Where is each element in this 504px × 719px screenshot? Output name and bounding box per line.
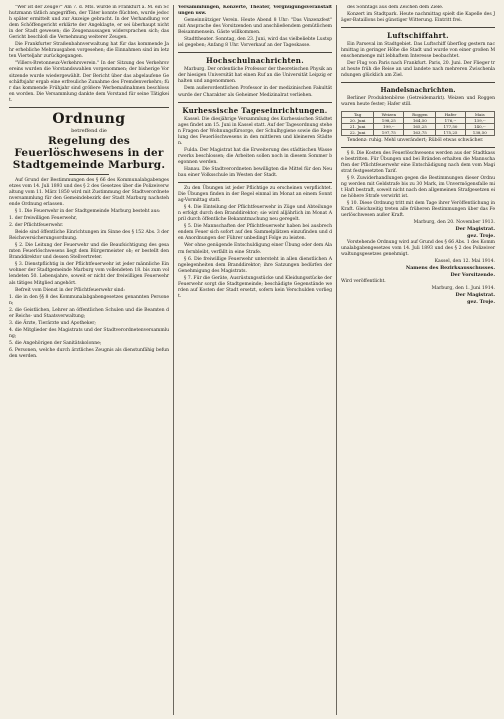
ordinance-paragraph: Befreit vom Dienst in der Pflichtfeuerwehr sind: <box>15 287 125 293</box>
signature-authority: Der Magistrat. <box>455 292 495 299</box>
table-cell: 140,-- <box>465 123 494 129</box>
ordinance-paragraph: § 8. Die Kosten des Feuerlöschwesens werden aus der Stadtkasse bestritten. Für Übungen und bei Bränden erhalten die Mannschaften der Pflichtfeuerwehr eine Entschädigung nach dem vom Magistrat festgesetzten Tarif. <box>341 150 495 174</box>
signature-authority: Der Magistrat. <box>455 226 495 233</box>
ordinance-paragraph: § 10. Diese Ordnung tritt mit dem Tage ihrer Veröffentlichung in Kraft. Gleichzeitig treten alle früheren Bestimmungen über das Feuerlöschwesen außer Kraft. <box>341 200 495 219</box>
news-paragraph: Fulda. Der Magistrat hat die Erweiterung des städtischen Wasserwerks beschlossen; die Arbeiten sollen noch in diesem Sommer begonnen werden. <box>178 147 333 165</box>
divider <box>178 102 332 103</box>
column-left <box>5 5 173 715</box>
price-table <box>341 111 495 136</box>
column-middle <box>173 5 337 715</box>
divider <box>9 107 169 108</box>
news-paragraph: Marburg. Der ordentliche Professor der theoretischen Physik an der hiesigen Universität hat einen Ruf an die Universität Leipzig erhalten und angenommen. <box>178 67 333 85</box>
approval-paragraph: Vorstehende Ordnung wird auf Grund des § 66 Abs. 1 des Kommunalabgabengesetzes vom 14. Juli 1893 und des § 2 des Polizeiverwaltungsgesetzes genehmigt. <box>341 240 495 258</box>
signature-name: Der Vorsitzende. <box>450 272 495 279</box>
price-table-header: Tag <box>342 111 374 117</box>
table-row <box>342 129 495 135</box>
signature-name: gez. Troje. <box>467 299 495 306</box>
table-cell: 22. Juni <box>342 129 374 135</box>
news-paragraph: Gemeinnütziger Verein. Heute Abend 8 Uhr: "Das Vinzenzfest" mit Ansprache des Vorsitzenden und anschließendem gemütlichem Beisammensein. Gäste willkommen. <box>178 18 332 36</box>
table-cell: 197,75 <box>374 129 404 135</box>
news-paragraph: Konzert im Stadtpark. Heute nachmittag spielt die Kapelle des Jäger-Bataillons bei günstiger Witterung. Eintritt frei. <box>341 12 495 24</box>
ordinance-date: Marburg, den 20. November 1913. <box>413 220 495 226</box>
table-cell: 21. Juni <box>342 123 374 129</box>
price-table-header: Roggen <box>404 111 436 117</box>
section-heading-aviation: Luftschiffahrt. <box>387 31 449 41</box>
publication-date: Marburg, den 1. Juni 1914. <box>431 286 495 292</box>
table-cell: 139,-- <box>465 117 494 123</box>
ordinance-item: 5. die Angehörigen der Sanitätskolonne; <box>9 340 102 346</box>
ordinance-paragraph: § 6. Die freiwillige Feuerwehr untersteht in allen dienstlichen Angelegenheiten dem Branddirektor; ihre Satzungen bedürfen der Genehmigung des Magistrats. <box>178 256 332 274</box>
ordinance-paragraph: § 5. Die Mannschaften der Pflichtfeuerwehr haben bei ausbrechendem Feuer sich sofort auf den Sammelplätzen einzufinden und den Anordnungen der Führer unbedingt Folge zu leisten. <box>178 224 332 242</box>
ordinance-paragraph: Wer ohne genügende Entschuldigung einer Übung oder dem Alarm fernbleibt, verfällt in eine Strafe. <box>178 243 332 255</box>
market-note: Tendenz: ruhig. Mehl unverändert; Rüböl etwas schwächer. <box>347 137 484 143</box>
ordinance-paragraph: Zu den Übungen ist jeder Pflichtige zu erscheinen verpflichtet. Die Übungen finden in der Regel einmal im Monat an einem Sonntag-Vormittag statt. <box>178 186 332 204</box>
table-cell: 176,-- <box>436 117 465 123</box>
news-paragraph: Die Frankfurter Straßenbahnverwaltung hat für das kommende Jahr erhebliche Mehrausgaben vorgesehen; die Einnahmen sind im letzten Vierteljahr zurückgegangen. <box>9 42 169 60</box>
signature-authority: Namens des Bezirksausschusses. <box>405 265 495 272</box>
ordinance-paragraph: § 4. Die Einteilung der Pflichtfeuerwehr in Züge und Abteilungen erfolgt durch den Branddirektor; sie wird alljährlich im Monat April durch öffentliche Bekanntmachung neu geregelt. <box>178 205 332 223</box>
divider <box>341 147 495 148</box>
table-cell: 177,50 <box>436 123 465 129</box>
price-table-header: Mais <box>465 111 494 117</box>
ordinance-paragraph: § 3. Dienstpflichtig in der Pflichtfeuerwehr ist jeder männliche Einwohner der Stadtgemeinde Marburg vom vollendeten 18. bis zum vollendeten 50. Lebensjahre, soweit er nicht der freiwilligen Feuerwehr als tätiges Mitglied angehört. <box>9 262 169 286</box>
price-table-header: Weizen <box>374 111 404 117</box>
ordinance-paragraph: § 7. Für die Geräte, Ausrüstungsstücke und Kleidungsstücke der Feuerwehr sorgt die Stadtgemeinde; beschädigte Gegenstände werden auf Kosten der Stadt ersetzt, sofern kein Verschulden vorliegt. <box>178 275 332 299</box>
ordinance-item: 2. der Pflichtfeuerwehr. <box>9 223 64 229</box>
section-heading-regional: Kurhessische Tageseinrichtungen. <box>182 105 328 115</box>
news-paragraph: des Sonntags aus dem Zeichen dem Ziele. <box>347 5 444 10</box>
section-heading-university: Hochschulnachrichten. <box>206 56 304 66</box>
table-cell: 199,-- <box>374 123 404 129</box>
table-cell: 165,25 <box>404 123 436 129</box>
table-cell: 164,50 <box>404 117 436 123</box>
divider <box>341 82 495 83</box>
table-cell: 138,50 <box>465 129 494 135</box>
ordinance-item: 1. der freiwilligen Feuerwehr, <box>9 216 77 222</box>
column-right <box>337 5 499 715</box>
news-paragraph: Hanau. Die Stadtverordneten bewilligten die Mittel für den Neubau einer Volksschule im Westen der Stadt. <box>178 166 332 178</box>
ordinance-item: 4. die Mitglieder des Magistrats und der Stadtverordnetenversammlung; <box>9 327 169 339</box>
column-layout <box>5 5 499 715</box>
divider <box>341 27 495 28</box>
ordinance-item: 1. die in den §§ 8 des Kommunalabgabengesetzes genannten Personen; <box>9 294 169 306</box>
news-paragraph: "Villers-Bretonneux-Verkehrsverein." In der Sitzung des Verkehrsvereins wurden die Vorstandswahlen vorgenommen; der bisherige Vorsitzende wurde wiedergewählt. Der Bericht über das abgelaufene Geschäftsjahr ergab eine erfreuliche Zunahme des Fremdenverkehrs; für das kommende Frühjahr sind größere Werbemaßnahmen beschlossen worden. Die Versammlung dankte dem Vorstand für seine Tätigkeit. <box>9 61 169 103</box>
news-paragraph: Der Flug von Paris nach Frankfurt. Paris, 20. Juni. Der Flieger trat heute früh die Reise an und landete nach mehreren Zwischenlandungen glücklich am Ziel. <box>341 61 495 79</box>
signature-name: gez. Troje. <box>467 233 495 240</box>
ordinance-item: 6. Personen, welche durch ärztliches Zeugnis als dienstunfähig befunden werden. <box>9 347 169 360</box>
ordinance-item: 3. die Ärzte, Tierärzte und Apotheker; <box>9 320 96 326</box>
news-heading: Versammlungen, Konzerte, Theater, Vergnügungsveranstaltungen usw. <box>178 5 332 17</box>
news-paragraph: Ein Parseval im Stadtgebiet. Das Luftschiff überflog gestern nachmittag in geringer Höhe die Stadt und wurde von einer großen Menschenmenge mit lebhaftem Interesse beobachtet. <box>341 42 495 60</box>
ordinance-title: Ordnung <box>52 110 126 127</box>
news-paragraph: Dem außerordentlichen Professor in der medizinischen Fakultät wurde der Charakter als Geheimer Medizinalrat verliehen. <box>178 86 332 98</box>
ordinance-item: 2. die Geistlichen, Lehrer an öffentlichen Schulen und die Beamten der Reichs- und Staatsverwaltung; <box>9 307 169 319</box>
divider <box>178 182 332 183</box>
ordinance-paragraph: § 1. Die Feuerwehr in der Stadtgemeinde Marburg besteht aus: <box>15 208 161 214</box>
news-paragraph: Stadttheater. Sonntag, den 23. Juni, wird das vielbeliebte Lustspiel gegeben; Anfang 8 Uhr. Vorverkauf an der Tageskasse. <box>178 37 332 49</box>
publication-note: Wird veröffentlicht. <box>341 279 386 285</box>
divider <box>178 52 332 53</box>
price-table-header: Hafer <box>436 111 465 117</box>
market-intro: Berliner Produktenbörse (Getreidemarkt). Weizen und Roggen waren heute fester; Hafer still. <box>341 96 495 108</box>
ordinance-paragraph: § 9. Zuwiderhandlungen gegen die Bestimmungen dieser Ordnung werden mit Geldstrafe bis zu 30 Mark, im Unvermögensfalle mit Haft bestraft, soweit nicht nach den allgemeinen Strafgesetzen eine höhere Strafe verwirkt ist. <box>341 175 495 199</box>
table-cell: 20. Juni <box>342 117 374 123</box>
approval-date: Kassel, den 12. Mai 1914. <box>434 259 495 265</box>
ordinance-paragraph: § 2. Die Leitung der Feuerwehr und die Beaufsichtigung des gesamten Feuerlöschwesens liegt dem Bürgermeister ob; er bestellt den Branddirektor und dessen Stellvertreter. <box>9 243 169 261</box>
ordinance-paragraph: Beide sind öffentliche Einrichtungen im Sinne des § 152 Abs. 3 der Reichsversicherungsordnung. <box>9 230 169 242</box>
table-cell: 175,25 <box>436 129 465 135</box>
ordinance-heading: Regelung des Feuerlöschwesens in der Stadtgemeinde Marburg. <box>12 134 166 171</box>
news-paragraph: "Wer ist der Zeuge?" Am 7. d. Mts. wurde in Frankfurt a. M. ein Schutzmann tätlich angegriffen, der Täter konnte flüchten, wurde jedoch später ermittelt und zur Anzeige gebracht. In der Verhandlung vor dem Schöffengericht erklärte der Angeklagte, er sei überhaupt nicht in der Stadt gewesen; die Zeugenaussagen widersprachen sich; das Gericht beschloß die Vernehmung weiterer Zeugen. <box>9 5 169 41</box>
table-cell: 163,75 <box>404 129 436 135</box>
ordinance-paragraph: Auf Grund der Bestimmungen des § 66 des Kommunalabgabengesetzes vom 14. Juli 1893 und des § 2 des Gesetzes über die Polizeiverwaltung vom 11. März 1850 wird mit Zustimmung der Stadtverordnetenversammlung für den Gemeindebezirk der Stadt Marburg nachstehende Ordnung erlassen. <box>9 177 169 207</box>
news-paragraph: Kassel. Die diesjährige Versammlung des Kurhessischen Städtetages findet am 15. Juni in Kassel statt. Auf der Tagesordnung stehen Fragen der Wohnungsfürsorge, der Schulhygiene sowie die Regelung des Feuerlöschwesens in den mittleren und kleineren Städten. <box>178 116 332 146</box>
divider <box>69 174 109 175</box>
ordinance-subtitle: betreffend die <box>71 127 107 134</box>
section-heading-market: Handelsnachrichten. <box>380 86 456 95</box>
table-cell: 198,25 <box>374 117 404 123</box>
